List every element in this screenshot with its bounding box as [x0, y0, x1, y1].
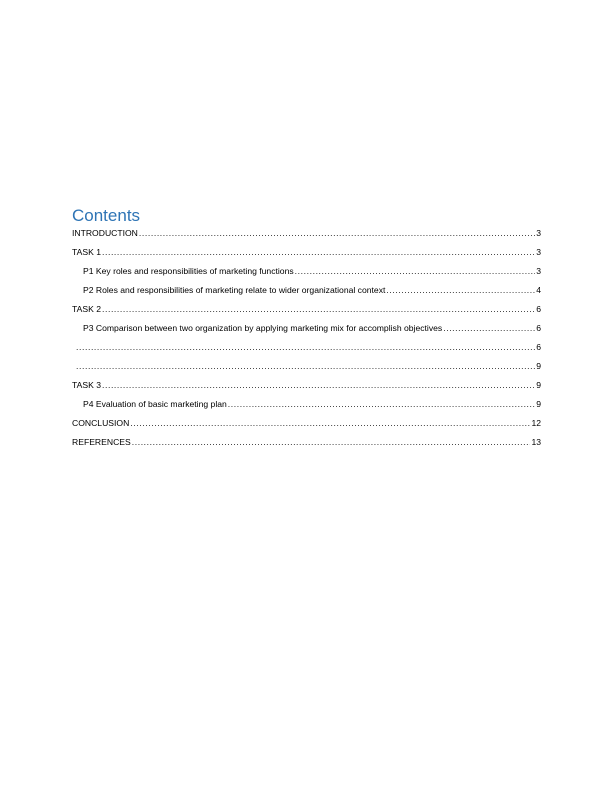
toc-entry-page: 3	[536, 228, 541, 238]
toc-entry-page: 12	[531, 418, 541, 428]
toc-entry-task-2[interactable]	[72, 303, 541, 322]
toc-entry-p4[interactable]	[72, 398, 541, 417]
toc-dot-leader	[132, 436, 531, 448]
toc-entry-page: 13	[531, 437, 541, 447]
toc-dot-leader	[386, 284, 535, 296]
toc-entry-title: P3 Comparison between two organization by applying marketing mix for accomplish objectives	[83, 323, 443, 333]
toc-entry-untitled[interactable]	[72, 360, 541, 379]
toc-dot-leader	[76, 341, 535, 353]
toc-entry-task-1[interactable]	[72, 246, 541, 265]
toc-entry-title: TASK 2	[72, 304, 101, 314]
toc-entry-page: 9	[536, 361, 541, 371]
toc-entry-page: 6	[536, 304, 541, 314]
table-of-contents	[72, 205, 541, 455]
toc-dot-leader	[102, 246, 535, 258]
toc-entry-title: P4 Evaluation of basic marketing plan	[83, 399, 227, 409]
toc-entry-page: 3	[536, 266, 541, 276]
toc-dot-leader	[228, 398, 535, 410]
toc-list	[72, 227, 541, 455]
toc-entry-task-3[interactable]	[72, 379, 541, 398]
toc-dot-leader	[139, 227, 535, 239]
toc-entry-p1[interactable]	[72, 265, 541, 284]
toc-entry-p2[interactable]	[72, 284, 541, 303]
toc-dot-leader	[76, 360, 535, 372]
toc-entry-introduction[interactable]	[72, 227, 541, 246]
toc-dot-leader	[102, 303, 535, 315]
toc-entry-title: CONCLUSION	[72, 418, 130, 428]
toc-entry-title: P2 Roles and responsibilities of marketing relate to wider organizational context	[83, 285, 386, 295]
toc-entry-untitled[interactable]	[72, 341, 541, 360]
toc-entry-page: 9	[536, 380, 541, 390]
toc-entry-page: 3	[536, 247, 541, 257]
toc-entry-page: 6	[536, 323, 541, 333]
toc-entry-title: TASK 3	[72, 380, 101, 390]
toc-entry-conclusion[interactable]	[72, 417, 541, 436]
toc-entry-references[interactable]	[72, 436, 541, 455]
toc-entry-p3[interactable]	[72, 322, 541, 341]
toc-entry-title: TASK 1	[72, 247, 101, 257]
toc-entry-title: P1 Key roles and responsibilities of marketing functions	[83, 266, 294, 276]
toc-entry-page: 6	[536, 342, 541, 352]
toc-dot-leader	[295, 265, 536, 277]
toc-dot-leader	[130, 417, 530, 429]
toc-dot-leader	[102, 379, 535, 391]
toc-dot-leader	[443, 322, 535, 334]
toc-entry-title: INTRODUCTION	[72, 228, 138, 238]
toc-entry-page: 4	[536, 285, 541, 295]
toc-heading: Contents	[72, 206, 141, 225]
toc-entry-page: 9	[536, 399, 541, 409]
toc-entry-title: REFERENCES	[72, 437, 131, 447]
